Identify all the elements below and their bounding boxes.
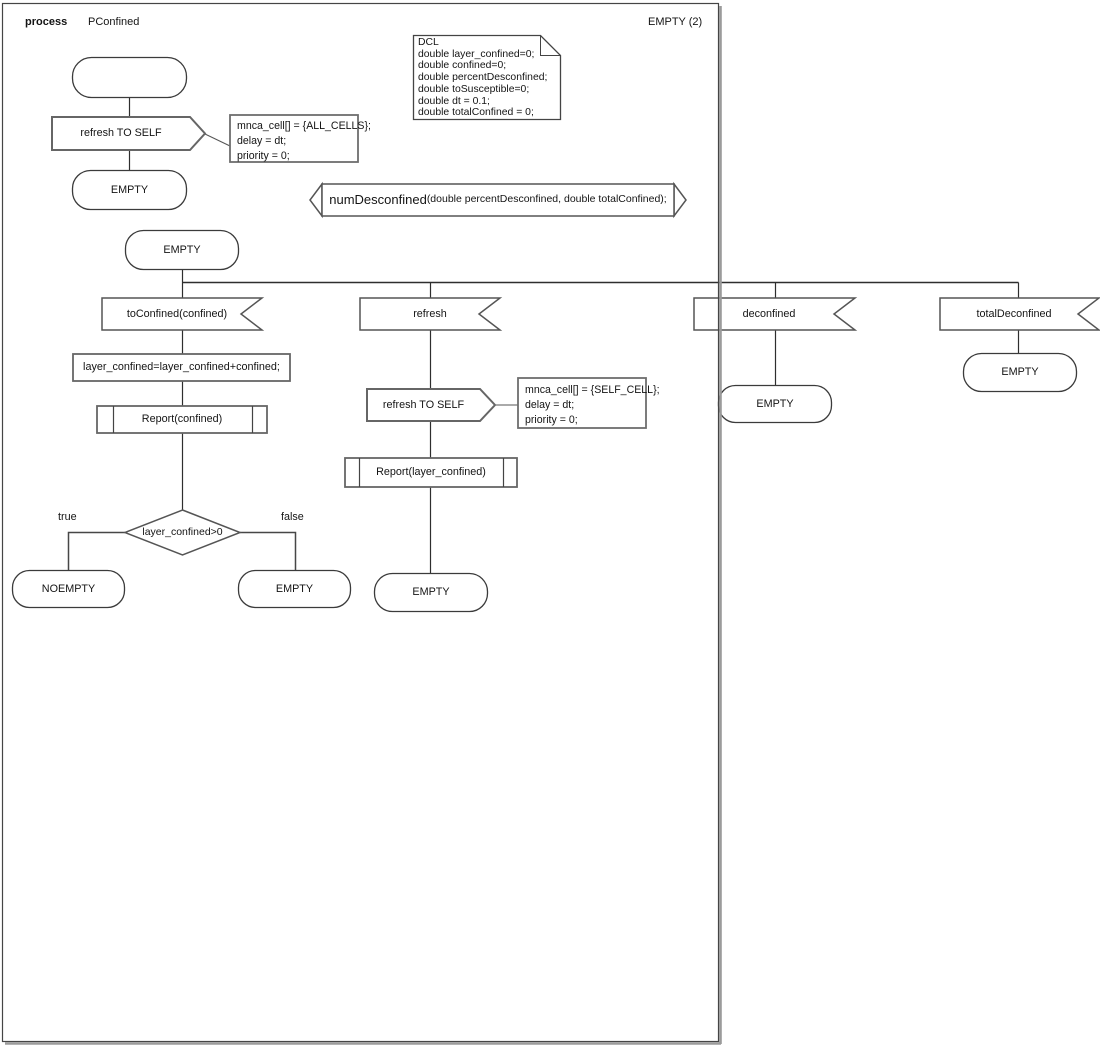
signal-declaration[interactable] — [322, 184, 674, 216]
signal-decl-right-cap — [674, 184, 686, 216]
signal-name: numDesconfined — [329, 191, 427, 207]
state-label: EMPTY — [1001, 366, 1039, 379]
input-refresh[interactable] — [360, 298, 500, 330]
state-noempty[interactable] — [12, 570, 125, 608]
procedure-report-confined[interactable] — [97, 406, 267, 433]
comment-line: priority = 0; — [525, 414, 578, 426]
input-toconfined[interactable] — [102, 298, 252, 330]
comment-all-cells[interactable] — [237, 119, 371, 164]
output-label: refresh TO SELF — [80, 127, 162, 140]
state-label: NOEMPTY — [41, 582, 96, 595]
state-empty-refresh[interactable] — [374, 573, 488, 612]
input-label: toConfined(confined) — [126, 307, 228, 320]
output-refresh-to-self-2[interactable] — [367, 389, 480, 421]
declarations-note[interactable] — [418, 37, 547, 119]
decision-layer-confined[interactable] — [125, 510, 240, 555]
process-kind-label: process — [25, 16, 68, 28]
procedure-label: Report(layer_confined) — [376, 466, 486, 479]
corner-state-label: EMPTY (2) — [648, 16, 703, 28]
connector — [130, 97, 1019, 573]
procedure-label: Report(confined) — [141, 413, 223, 426]
input-totaldeconfined[interactable] — [940, 298, 1088, 330]
comment-line: delay = dt; — [525, 399, 575, 411]
dcl-line: double totalConfined = 0; — [418, 107, 534, 119]
task-layer-confined[interactable] — [73, 354, 290, 381]
dcl-line: double percentDesconfined; — [418, 72, 548, 84]
decision-true-line — [69, 533, 126, 571]
signal-params: (double percentDesconfined, double totalConfined); — [426, 193, 667, 206]
comment-line: mnca_cell[] = {ALL_CELLS}; — [237, 120, 371, 132]
dcl-line: double dt = 0.1; — [418, 95, 490, 107]
input-label: refresh — [413, 307, 447, 320]
state-label: EMPTY — [163, 243, 201, 256]
procedure-report-layer-confined[interactable] — [345, 458, 517, 487]
state-label: EMPTY — [110, 183, 149, 196]
process-name: PConfined — [88, 16, 140, 28]
state-empty-after-start[interactable] — [72, 170, 187, 210]
decision-false-line — [240, 533, 296, 571]
input-label: deconfined — [742, 307, 796, 320]
dcl-line: double layer_confined=0; — [418, 48, 535, 60]
state-label: EMPTY — [756, 397, 794, 410]
dcl-line: DCL — [418, 37, 439, 48]
output-label: refresh TO SELF — [382, 398, 465, 411]
state-empty-totaldeconfined[interactable] — [963, 353, 1077, 392]
decision-false-label: false — [281, 511, 304, 523]
signal-decl-left-cap — [310, 184, 322, 216]
comment-link-line — [205, 134, 230, 146]
comment-self-cell[interactable] — [525, 383, 660, 428]
state-label: EMPTY — [275, 582, 314, 595]
state-label: EMPTY — [412, 586, 450, 599]
output-refresh-to-self[interactable] — [52, 117, 190, 150]
decision-true-label: true — [58, 511, 77, 523]
input-label: totalDeconfined — [976, 307, 1052, 320]
comment-line: priority = 0; — [237, 150, 290, 162]
start-symbol[interactable] — [72, 57, 187, 97]
state-empty-hub[interactable] — [125, 230, 239, 270]
comment-line: delay = dt; — [237, 135, 287, 147]
dcl-line: double confined=0; — [418, 60, 507, 72]
state-empty-deconfined[interactable] — [718, 385, 832, 423]
task-label: layer_confined=layer_confined+confined; — [83, 361, 280, 374]
comment-line: mnca_cell[] = {SELF_CELL}; — [525, 384, 660, 396]
input-deconfined[interactable] — [694, 298, 844, 330]
decision-label: layer_confined>0 — [142, 525, 223, 538]
state-empty-false[interactable] — [238, 570, 351, 608]
dcl-line: double toSusceptible=0; — [418, 83, 530, 95]
